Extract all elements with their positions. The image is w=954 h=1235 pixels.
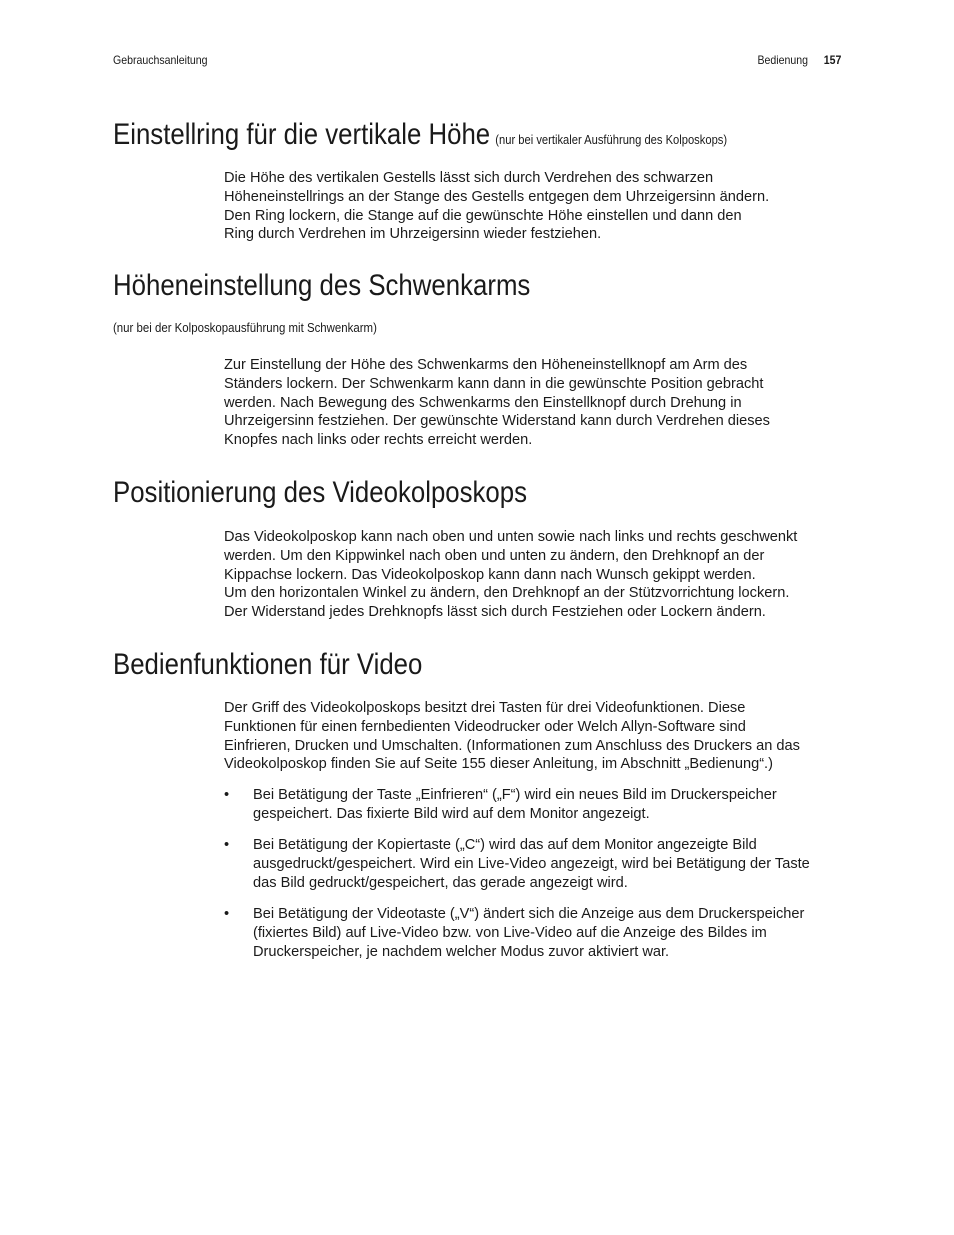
text-line: Uhrzeigersinn festziehen. Der gewünschte Widerstand kann durch Verdrehen dieses	[224, 413, 770, 430]
bullet-item-copy	[224, 836, 849, 892]
text-line: Höheneinstellrings an der Stange des Gestells entgegen dem Uhrzeigersinn ändern.	[224, 188, 770, 205]
text-line: werden. Nach Bewegung des Schwenkarms den Einstellknopf durch Drehung in	[224, 394, 742, 411]
section-note: (nur bei vertikaler Ausführung des Kolposkops)	[495, 132, 728, 147]
text-line: Um den horizontalen Winkel zu ändern, den Drehknopf an der Stützvorrichtung lockern.	[224, 585, 790, 602]
text-line: Videokolposkop finden Sie auf Seite 155 dieser Anleitung, im Abschnitt „Bedienung“.)	[224, 756, 773, 773]
paragraph-swing-arm-height	[224, 356, 849, 450]
bullet-icon: •	[224, 906, 230, 922]
bullet-text	[253, 905, 849, 961]
section-heading-positioning	[113, 475, 527, 511]
section-heading-swing-arm-height	[113, 268, 530, 304]
section-heading-video-controls	[113, 647, 422, 683]
paragraph-positioning	[224, 528, 849, 622]
text-line: Bei Betätigung der Videotaste („V“) ändert sich die Anzeige aus dem Druckerspeicher	[253, 906, 805, 922]
text-line: Einfrieren, Drucken und Umschalten. (Informationen zum Anschluss des Druckers an das	[224, 737, 800, 754]
section-title: Höheneinstellung des Schwenkarms	[113, 269, 531, 302]
running-header-right	[757, 53, 841, 67]
bullet-item-video	[224, 905, 849, 961]
bullet-icon: •	[224, 787, 230, 803]
bullet-text	[253, 786, 849, 824]
text-line: Das Videokolposkop kann nach oben und unten sowie nach links und rechts geschwenkt	[224, 529, 798, 545]
text-line: Den Ring lockern, die Stange auf die gewünschte Höhe einstellen und dann den	[224, 207, 742, 224]
page-number: 157	[823, 53, 841, 67]
text-line: ausgedruckt/gespeichert. Wird ein Live-Video angezeigt, wird bei Betätigung der Taste	[253, 855, 810, 872]
text-line: Knopfes nach links oder rechts erreicht werden.	[224, 432, 533, 449]
text-line: Druckerspeicher, je nachdem welcher Modus zuvor aktiviert war.	[253, 943, 670, 960]
section-title: Positionierung des Videokolposkops	[113, 476, 528, 509]
text-line: gespeichert. Das fixierte Bild wird auf dem Monitor angezeigt.	[253, 805, 650, 822]
text-line: Die Höhe des vertikalen Gestells lässt sich durch Verdrehen des schwarzen	[224, 170, 714, 186]
text-line: Kippachse lockern. Das Videokolposkop kann dann nach Wunsch gekippt werden.	[224, 566, 756, 583]
bullet-icon: •	[224, 837, 230, 853]
bullet-item-freeze	[224, 786, 849, 824]
text-line: werden. Um den Kippwinkel nach oben und unten zu ändern, den Drehknopf an der	[224, 547, 765, 564]
text-line: Der Widerstand jedes Drehknopfs lässt sich durch Festziehen oder Lockern ändern.	[224, 604, 766, 621]
section-title: Bedienfunktionen für Video	[113, 648, 423, 681]
text-line: das Bild gedruckt/gespeichert, das gerade angezeigt wird.	[253, 874, 628, 891]
text-line: Bei Betätigung der Taste „Einfrieren“ („F“) wird ein neues Bild im Druckerspeicher	[253, 787, 777, 803]
text-line: Funktionen für einen fernbedienten Videodrucker oder Welch Allyn-Software sind	[224, 718, 746, 735]
text-line: Bei Betätigung der Kopiertaste („C“) wird das auf dem Monitor angezeigte Bild	[253, 837, 757, 853]
running-header-title: Gebrauchsanleitung	[113, 53, 208, 67]
section-note: (nur bei der Kolposkopausführung mit Schwenkarm)	[113, 320, 377, 335]
bullet-text	[253, 836, 849, 892]
section-heading-vertical-height-ring	[113, 117, 727, 158]
running-header-section: Bedienung	[757, 53, 808, 67]
text-line: Ständers lockern. Der Schwenkarm kann dann in die gewünschte Position gebracht	[224, 375, 764, 392]
text-line: Zur Einstellung der Höhe des Schwenkarms den Höheneinstellknopf am Arm des	[224, 357, 748, 373]
text-line: Der Griff des Videokolposkops besitzt drei Tasten für drei Videofunktionen. Diese	[224, 700, 746, 716]
section-title: Einstellring für die vertikale Höhe	[113, 118, 491, 151]
paragraph-vertical-height-ring	[224, 169, 849, 244]
text-line: Ring durch Verdrehen im Uhrzeigersinn wieder festziehen.	[224, 226, 602, 243]
text-line: (fixiertes Bild) auf Live-Video bzw. von Live-Video auf die Anzeige des Bildes im	[253, 924, 767, 941]
paragraph-video-controls	[224, 699, 849, 774]
